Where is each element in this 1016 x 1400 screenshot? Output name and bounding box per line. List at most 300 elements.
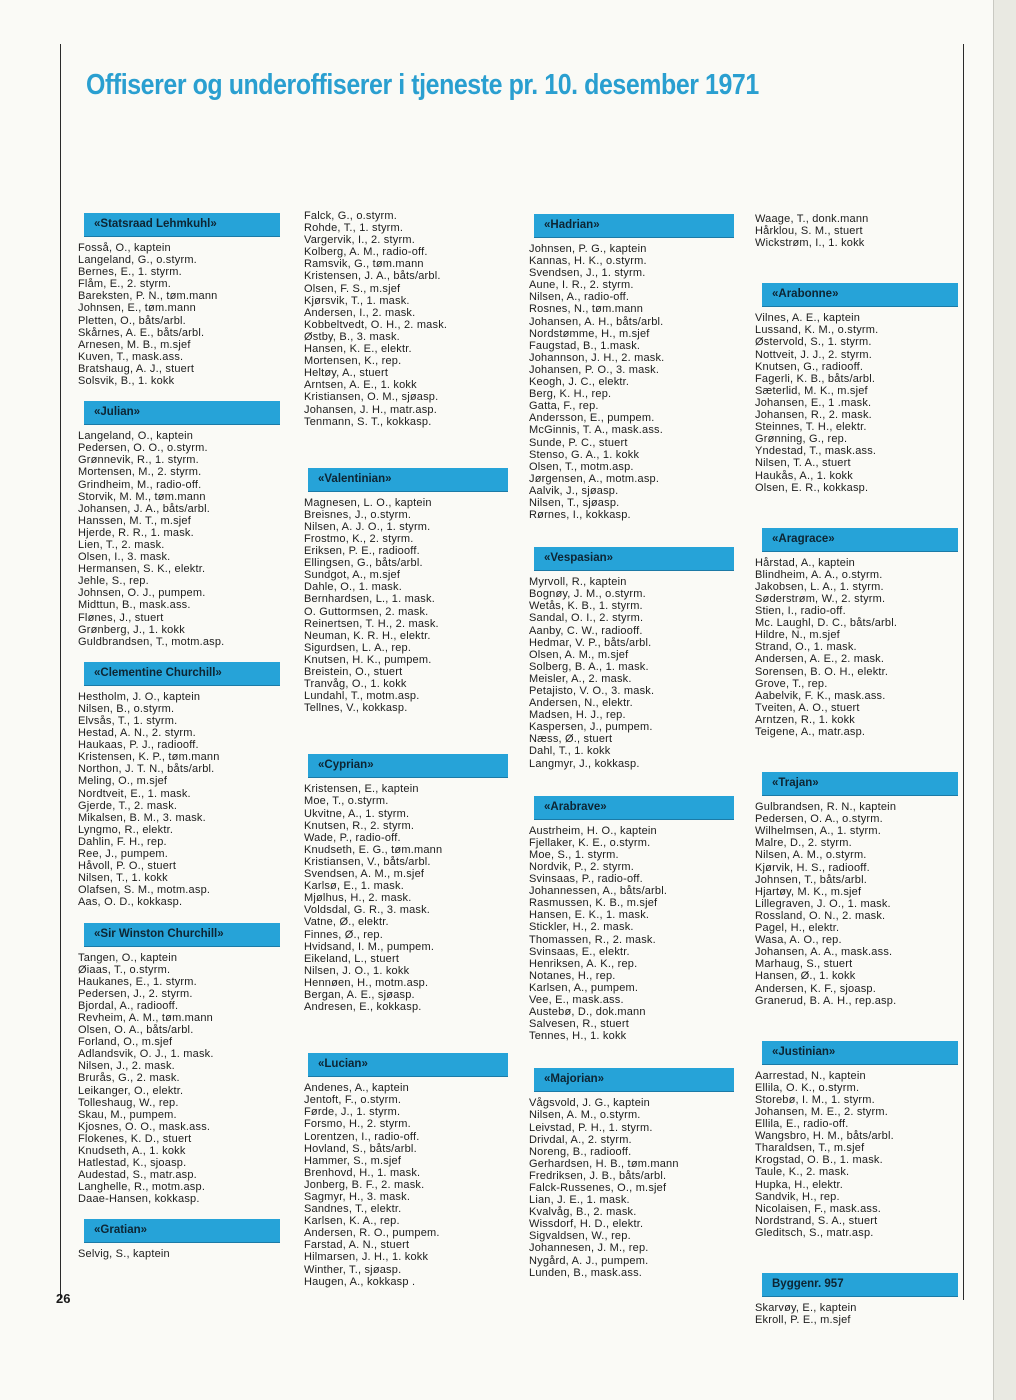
crew-entry: Hedmar, V. P., båts/arbl. bbox=[529, 636, 652, 649]
crew-entry: Ellila, O. K., o.styrm. bbox=[755, 1081, 860, 1094]
crew-entry: Blindheim, A. A., o.styrm. bbox=[755, 568, 883, 581]
crew-entry: Andenes, A., kaptein bbox=[304, 1082, 409, 1095]
crew-entry: Kristensen, E., kaptein bbox=[304, 783, 419, 796]
ship-name-header: «Arabrave» bbox=[534, 796, 734, 819]
crew-entry: Østby, B., 3. mask. bbox=[304, 330, 400, 343]
crew-entry: Hanssen, M. T., m.sjef bbox=[78, 514, 192, 527]
crew-list bbox=[755, 1302, 955, 1326]
ship-section bbox=[78, 401, 278, 648]
ship-section bbox=[78, 923, 278, 1206]
crew-entry: Fosså, O., kaptein bbox=[78, 242, 171, 254]
ship-name-header: «Hadrian» bbox=[534, 214, 734, 237]
crew-entry: Voldsdal, G. R., 3. mask. bbox=[304, 904, 431, 917]
crew-entry: Stien, I., radio-off. bbox=[755, 605, 846, 618]
crew-entry: Johansen, E., 1 .mask. bbox=[755, 396, 872, 409]
crew-entry: Leivstad, P. H., 1. styrm. bbox=[529, 1121, 653, 1134]
crew-entry: Langeland, O., kaptein bbox=[78, 430, 194, 443]
crew-entry: Drivdal, A., 2. styrm. bbox=[529, 1133, 632, 1146]
crew-entry: Lorentzen, I., radio-off. bbox=[304, 1130, 420, 1143]
crew-entry: Hårstad, A., kaptein bbox=[755, 556, 855, 569]
crew-entry: Svendsen, J., 1. styrm. bbox=[529, 267, 646, 280]
crew-entry: Wetås, K. B., 1. styrm. bbox=[529, 600, 643, 613]
crew-entry: Olsen, F. S., m.sjef bbox=[304, 282, 401, 295]
ship-name-header: «Clementine Churchill» bbox=[84, 662, 280, 685]
crew-entry: Arntsen, A. E., 1. kokk bbox=[304, 379, 417, 392]
crew-entry: Øiaas, T., o.styrm. bbox=[78, 963, 171, 976]
crew-entry: Andersen, N., elektr. bbox=[529, 697, 633, 710]
crew-entry: Guldbrandsen, T., motm.asp. bbox=[78, 635, 225, 648]
crew-entry: Keogh, J. C., elektr. bbox=[529, 376, 630, 389]
crew-entry: Petajisto, V. O., 3. mask. bbox=[529, 685, 655, 697]
crew-entry: Lyngmo, R., elektr. bbox=[78, 823, 174, 836]
crew-entry: Sigurdsen, L. A., rep. bbox=[304, 641, 412, 654]
crew-entry: Wasa, A. O., rep. bbox=[755, 934, 842, 947]
page-edge bbox=[993, 0, 1016, 1400]
crew-entry: Bognøy, J. M., o.styrm. bbox=[529, 588, 646, 601]
column-2 bbox=[304, 210, 504, 1288]
crew-entry: Førde, J., 1. styrm. bbox=[304, 1106, 401, 1119]
ship-section bbox=[755, 1041, 955, 1239]
crew-entry: Tranvåg, O., 1. kokk bbox=[304, 678, 407, 691]
crew-entry: Bergan, A. E., sjøasp. bbox=[304, 988, 415, 1001]
crew-entry: Gjerde, T., 2. mask. bbox=[78, 799, 178, 812]
crew-entry: Ekroll, P. E., m.sjef bbox=[755, 1314, 851, 1327]
crew-entry: Gerhardsen, H. B., tøm.mann bbox=[529, 1157, 679, 1170]
crew-entry: Thomassen, R., 2. mask. bbox=[529, 933, 656, 946]
crew-entry: Selvig, S., kaptein bbox=[78, 1248, 170, 1261]
crew-entry: Faugstad, B., 1.mask. bbox=[529, 339, 641, 352]
crew-entry: Tennes, H., 1. kokk bbox=[529, 1030, 627, 1043]
crew-entry: Jonberg, B. F., 2. mask. bbox=[304, 1178, 425, 1191]
crew-entry: Johansen, J. H., matr.asp. bbox=[304, 403, 437, 416]
crew-entry: Winther, T., sjøasp. bbox=[304, 1263, 402, 1276]
crew-list bbox=[529, 576, 729, 770]
crew-entry: Mortensen, M., 2. styrm. bbox=[78, 466, 202, 479]
crew-entry: Svinsaas, E., elektr. bbox=[529, 945, 630, 958]
crew-entry: Andersen, A. E., 2. mask. bbox=[755, 653, 885, 666]
crew-entry: Østervold, S., 1. styrm. bbox=[755, 336, 872, 349]
crew-entry: Finnes, Ø., rep. bbox=[304, 928, 384, 941]
crew-entry: Leikanger, O., elektr. bbox=[78, 1084, 184, 1097]
crew-entry: Steinnes, T. H., elektr. bbox=[755, 421, 867, 434]
crew-entry: Grindheim, M., radio-off. bbox=[78, 478, 202, 491]
crew-entry: Håvoll, P. O., stuert bbox=[78, 860, 177, 873]
crew-entry: Svinsaas, P., radio-off. bbox=[529, 873, 643, 886]
crew-entry: Hupka, H., elektr. bbox=[755, 1178, 843, 1191]
crew-entry: Bratshaug, A. J., stuert bbox=[78, 362, 195, 375]
crew-entry: Knutsen, G., radiooff. bbox=[755, 360, 864, 373]
ship-section bbox=[755, 213, 955, 249]
crew-entry: Lillegraven, J. O., 1. mask. bbox=[755, 897, 891, 910]
crew-entry: Olsen, A. M., m.sjef bbox=[529, 648, 629, 661]
crew-entry: Flønes, J., stuert bbox=[78, 611, 164, 624]
crew-entry: Kobbeltvedt, O. H., 2. mask. bbox=[304, 318, 448, 331]
crew-entry: Langhelle, R., motm.asp. bbox=[78, 1181, 206, 1194]
crew-entry: McGinnis, T. A., mask.ass. bbox=[529, 424, 663, 437]
crew-entry: Bjordal, A., radiooff. bbox=[78, 999, 179, 1012]
ship-section bbox=[529, 547, 729, 770]
crew-entry: Johnsen, T., båts/arbl. bbox=[755, 873, 868, 886]
crew-entry: Johansen, R., 2. mask. bbox=[755, 409, 872, 422]
crew-entry: Kannas, H. K., o.styrm. bbox=[529, 255, 647, 268]
crew-entry: Nicolaisen, F., mask.ass. bbox=[755, 1202, 882, 1215]
crew-entry: Storebø, I. M., 1. styrm. bbox=[755, 1093, 875, 1106]
ship-section bbox=[529, 796, 729, 1043]
crew-entry: Lian, J. E., 1. mask. bbox=[529, 1194, 630, 1207]
crew-entry: Hammer, S., m.sjef bbox=[304, 1154, 402, 1167]
crew-entry: Solberg, B. A., 1. mask. bbox=[529, 660, 649, 673]
crew-entry: Andresen, E., kokkasp. bbox=[304, 1001, 422, 1014]
crew-entry: Kjørsvik, T., 1. mask. bbox=[304, 294, 410, 307]
crew-entry: Johnsen, E., tøm.mann bbox=[78, 302, 196, 315]
ship-name-header: «Julian» bbox=[84, 401, 280, 424]
crew-entry: Haukanes, E., 1. styrm. bbox=[78, 975, 197, 988]
crew-entry: Aune, I. R., 2. styrm. bbox=[529, 279, 634, 292]
crew-entry: Dahle, O., 1. mask. bbox=[304, 581, 402, 594]
ship-name-header: «Statsraad Lehmkuhl» bbox=[84, 213, 280, 236]
crew-entry: Kolberg, A. M., radio-off. bbox=[304, 246, 428, 259]
crew-entry: Myrvoll, R., kaptein bbox=[529, 576, 627, 589]
crew-entry: Nilsen, A. M., o.styrm. bbox=[529, 1109, 641, 1122]
crew-entry: Johannessen, A., båts/arbl. bbox=[529, 885, 668, 898]
crew-entry: Kjørvik, H. S., radiooff. bbox=[755, 861, 870, 874]
crew-entry: Olafsen, S. M., motm.asp. bbox=[78, 884, 211, 897]
crew-entry: Aabelvik, F. K., mask.ass. bbox=[755, 689, 886, 702]
crew-entry: Grønning, G., rep. bbox=[755, 433, 848, 446]
crew-entry: Tveiten, A. O., stuert bbox=[755, 701, 860, 714]
crew-entry: Wilhelmsen, A., 1. styrm. bbox=[755, 825, 882, 838]
crew-list bbox=[78, 952, 278, 1206]
ship-name-header: «Trajan» bbox=[762, 772, 958, 795]
crew-entry: Johannson, J. H., 2. mask. bbox=[529, 351, 665, 364]
ship-section bbox=[755, 528, 955, 738]
crew-entry: Taule, K., 2. mask. bbox=[755, 1166, 850, 1179]
ship-section bbox=[304, 1053, 504, 1288]
crew-entry: Bernes, E., 1. styrm. bbox=[78, 266, 182, 279]
crew-entry: Stickler, H., 2. mask. bbox=[529, 921, 634, 934]
crew-entry: Hildre, N., m.sjef bbox=[755, 629, 840, 642]
ship-section bbox=[529, 1068, 729, 1278]
crew-entry: Olsen, I., 3. mask. bbox=[78, 551, 171, 564]
crew-entry: Næss, Ø., stuert bbox=[529, 733, 613, 746]
crew-entry: Andersen, I., 2. mask. bbox=[304, 306, 416, 319]
crew-entry: Grønberg, J., 1. kokk bbox=[78, 623, 185, 636]
crew-list bbox=[78, 242, 278, 387]
crew-entry: Tolleshaug, W., rep. bbox=[78, 1096, 179, 1109]
crew-entry: Langmyr, J., kokkasp. bbox=[529, 757, 640, 770]
crew-entry: Henriksen, A. K., rep. bbox=[529, 957, 638, 970]
ship-name-header: «Aragrace» bbox=[762, 528, 958, 551]
ship-section bbox=[755, 772, 955, 1007]
crew-list bbox=[755, 557, 955, 738]
crew-entry: Kuven, T., mask.ass. bbox=[78, 350, 184, 363]
crew-entry: Northon, J. T. N., båts/arbl. bbox=[78, 763, 215, 776]
crew-entry: Hestholm, J. O., kaptein bbox=[78, 690, 201, 703]
crew-entry: Nordvik, P., 2. styrm. bbox=[529, 860, 635, 873]
crew-entry: Hatlestad, K., sjoasp. bbox=[78, 1157, 187, 1170]
ship-section bbox=[304, 210, 504, 428]
crew-entry: Tellnes, V., kokkasp. bbox=[304, 702, 408, 715]
crew-entry: Meling, O., m.sjef bbox=[78, 775, 168, 788]
crew-entry: Fredriksen, J. B., båts/arbl. bbox=[529, 1169, 667, 1182]
crew-entry: Jehle, S., rep. bbox=[78, 575, 149, 588]
crew-entry: Magnesen, L. O., kaptein bbox=[304, 496, 432, 509]
crew-entry: Noreng, B., radiooff. bbox=[529, 1145, 632, 1158]
crew-entry: Farstad, A. N., stuert bbox=[304, 1239, 410, 1252]
crew-entry: Rasmussen, K. B., m.sjef bbox=[529, 897, 658, 910]
crew-list bbox=[78, 1248, 278, 1260]
crew-entry: Skårnes, A. E., båts/arbl. bbox=[78, 326, 205, 339]
crew-entry: Grønnevik, R., 1. styrm. bbox=[78, 454, 199, 467]
crew-entry: Søderstrøm, W., 2. styrm. bbox=[755, 592, 886, 605]
crew-entry: Marhaug, S., stuert bbox=[755, 958, 853, 971]
crew-entry: Elvsås, T., 1. styrm. bbox=[78, 715, 178, 727]
crew-entry: Dahl, T., 1. kokk bbox=[529, 745, 611, 758]
crew-entry: Langeland, G., o.styrm. bbox=[78, 254, 197, 267]
crew-entry: Andersen, K. F., sjoasp. bbox=[755, 982, 876, 995]
crew-entry: Nordtveit, E., 1. mask. bbox=[78, 787, 191, 800]
ship-section bbox=[304, 754, 504, 1013]
crew-entry: Gatta, F., rep. bbox=[529, 400, 599, 413]
crew-entry: Falck, G., o.styrm. bbox=[304, 210, 398, 222]
crew-entry: Sigvaldsen, W., rep. bbox=[529, 1230, 631, 1243]
ship-name-header: «Vespasian» bbox=[534, 547, 734, 570]
crew-entry: Grove, T., rep. bbox=[755, 677, 828, 690]
crew-entry: Audestad, S., matr.asp. bbox=[78, 1169, 197, 1182]
crew-entry: Flåm, E., 2. styrm. bbox=[78, 278, 172, 291]
crew-entry: Gulbrandsen, R. N., kaptein bbox=[755, 801, 897, 814]
crew-entry: Austebø, D., dok.mann bbox=[529, 1006, 646, 1019]
crew-entry: Wickstrøm, I., 1. kokk bbox=[755, 237, 865, 250]
crew-entry: Hvidsand, I. M., pumpem. bbox=[304, 940, 435, 953]
crew-list bbox=[304, 210, 504, 428]
crew-entry: Kristiansen, O. M., sjøasp. bbox=[304, 391, 439, 404]
ship-section bbox=[78, 213, 278, 387]
crew-entry: Vee, E., mask.ass. bbox=[529, 993, 624, 1006]
left-frame-rule bbox=[60, 44, 61, 1300]
ship-section bbox=[529, 214, 729, 521]
crew-entry: Strand, O., 1. mask. bbox=[755, 641, 857, 654]
crew-entry: Bareksten, P. N., tøm.mann bbox=[78, 290, 218, 303]
crew-entry: Pedersen, J., 2. styrm. bbox=[78, 987, 193, 1000]
crew-list bbox=[755, 801, 955, 1007]
crew-entry: Sandvik, H., rep. bbox=[755, 1190, 840, 1203]
crew-entry: Stenso, G. A., 1. kokk bbox=[529, 448, 640, 461]
ship-section bbox=[78, 662, 278, 909]
crew-entry: Rørnes, I., kokkasp. bbox=[529, 509, 631, 522]
crew-entry: Olsen, T., motm.asp. bbox=[529, 460, 634, 473]
crew-entry: Karlsen, A., pumpem. bbox=[529, 981, 639, 994]
crew-list bbox=[304, 497, 504, 715]
crew-entry: Arnesen, M. B., m.sjef bbox=[78, 338, 191, 351]
crew-entry: Haugen, A., kokkasp . bbox=[304, 1275, 416, 1288]
ship-name-header: «Lucian» bbox=[308, 1053, 508, 1076]
crew-entry: Nilsen, J. O., 1. kokk bbox=[304, 964, 410, 977]
crew-entry: Jentoft, F., o.styrm. bbox=[304, 1094, 402, 1107]
ship-name-header: «Cyprian» bbox=[308, 754, 508, 777]
crew-entry: Brenhovd, H., 1. mask. bbox=[304, 1166, 421, 1179]
crew-entry: Waage, T., donk.mann bbox=[755, 213, 869, 225]
crew-entry: Aarrestad, N., kaptein bbox=[755, 1069, 866, 1082]
crew-list bbox=[529, 243, 729, 521]
crew-entry: Nilsen, T., sjøasp. bbox=[529, 496, 620, 509]
crew-entry: Sæterlid, M. K., m.sjef bbox=[755, 384, 868, 397]
crew-entry: Lundahl, T., motm.asp. bbox=[304, 690, 420, 703]
crew-entry: Fagerli, K. B., båts/arbl. bbox=[755, 372, 876, 385]
crew-list bbox=[529, 825, 729, 1043]
crew-entry: Eriksen, P. E., radiooff. bbox=[304, 545, 420, 558]
crew-entry: Hårklou, S. M., stuert bbox=[755, 225, 863, 238]
ship-section bbox=[755, 283, 955, 493]
crew-entry: Vågsvold, J. G., kaptein bbox=[529, 1097, 650, 1110]
crew-entry: Karlsø, E., 1. mask. bbox=[304, 880, 404, 893]
crew-entry: Flokenes, K. D., stuert bbox=[78, 1132, 192, 1145]
crew-entry: Ukvitne, A., 1. styrm. bbox=[304, 807, 410, 820]
crew-entry: Johansen, J. A., båts/arbl. bbox=[78, 502, 210, 515]
crew-entry: Adlandsvik, O. J., 1. mask. bbox=[78, 1048, 214, 1061]
crew-entry: Andersson, E., pumpem. bbox=[529, 412, 655, 425]
crew-list bbox=[755, 1070, 955, 1239]
page-number: 26 bbox=[56, 1291, 71, 1306]
crew-entry: Pletten, O., båts/arbl. bbox=[78, 314, 186, 327]
crew-entry: Olsen, O. A., båts/arbl. bbox=[78, 1024, 194, 1037]
crew-list bbox=[304, 1082, 504, 1288]
crew-entry: Rohde, T., 1. styrm. bbox=[304, 222, 404, 235]
crew-entry: Wangsbro, H. M., båts/arbl. bbox=[755, 1130, 894, 1143]
crew-entry: Solsvik, B., 1. kokk bbox=[78, 375, 175, 388]
crew-entry: Sandnes, T., elektr. bbox=[304, 1203, 402, 1216]
crew-entry: Salvesen, R., stuert bbox=[529, 1018, 629, 1031]
crew-entry: Andersen, R. O., pumpem. bbox=[304, 1227, 440, 1240]
crew-list bbox=[78, 691, 278, 909]
crew-entry: Brurås, G., 2. mask. bbox=[78, 1072, 180, 1085]
crew-entry: Nilsen, A. M., o.styrm. bbox=[755, 849, 867, 862]
crew-entry: Mortensen, K., rep. bbox=[304, 355, 402, 368]
crew-entry: Teigene, A., matr.asp. bbox=[755, 726, 866, 738]
crew-entry: Johansen, M. E., 2. styrm. bbox=[755, 1105, 888, 1118]
crew-entry: Johansen, A. H., båts/arbl. bbox=[529, 315, 664, 328]
crew-list bbox=[755, 312, 955, 493]
crew-entry: Notanes, H., rep. bbox=[529, 969, 616, 982]
right-frame-rule bbox=[963, 44, 964, 1300]
crew-entry: Ellila, E., radio-off. bbox=[755, 1118, 849, 1131]
crew-entry: Dahlin, F. H., rep. bbox=[78, 835, 167, 848]
crew-entry: Johansen, P. O., 3. mask. bbox=[529, 363, 660, 376]
crew-entry: Hovland, S., båts/arbl. bbox=[304, 1142, 417, 1155]
crew-entry: Lunden, B., mask.ass. bbox=[529, 1266, 643, 1279]
crew-entry: Aalvik, J., sjøasp. bbox=[529, 484, 619, 497]
crew-entry: Wissdorf, H. D., elektr. bbox=[529, 1218, 644, 1231]
crew-list bbox=[78, 430, 278, 648]
ship-section bbox=[755, 1273, 955, 1326]
crew-entry: Hermansen, S. K., elektr. bbox=[78, 563, 206, 576]
crew-entry: Moe, T., o.styrm. bbox=[304, 795, 389, 808]
crew-entry: Tharaldsen, T., m.sjef bbox=[755, 1142, 865, 1155]
crew-list bbox=[529, 1097, 729, 1278]
crew-entry: Hennøen, H., motm.asp. bbox=[304, 976, 429, 989]
crew-entry: Forland, O., m.sjef bbox=[78, 1036, 173, 1049]
crew-entry: Sunde, P. C., stuert bbox=[529, 436, 628, 449]
ship-name-header: Byggenr. 957 bbox=[762, 1273, 958, 1296]
ship-section bbox=[78, 1219, 278, 1260]
crew-entry: Tangen, O., kaptein bbox=[78, 951, 178, 964]
crew-entry: Svendsen, A. M., m.sjef bbox=[304, 868, 425, 881]
crew-entry: Berg, K. H., rep. bbox=[529, 388, 612, 401]
crew-entry: Haukås, A., 1. kokk bbox=[755, 469, 853, 482]
crew-entry: Aas, O. D., kokkasp. bbox=[78, 896, 183, 909]
crew-entry: Skau, M., pumpem. bbox=[78, 1108, 177, 1121]
crew-entry: Jakobsen, L. A., 1. styrm. bbox=[755, 580, 884, 593]
crew-entry: Knudseth, E. G., tøm.mann bbox=[304, 843, 443, 856]
crew-entry: Rossland, O. N., 2. mask. bbox=[755, 909, 886, 922]
crew-entry: Wade, P., radio-off. bbox=[304, 831, 401, 844]
crew-entry: Aanby, C. W., radiooff. bbox=[529, 624, 643, 637]
crew-entry: Nottveit, J. J., 2. styrm. bbox=[755, 348, 873, 361]
crew-entry: O. Guttormsen, 2. mask. bbox=[304, 605, 429, 618]
crew-entry: Nygård, A. J., pumpem. bbox=[529, 1254, 649, 1267]
crew-entry: Kristensen, J. A., båts/arbl. bbox=[304, 270, 441, 283]
crew-entry: Frostmo, K., 2. styrm. bbox=[304, 532, 414, 545]
crew-entry: Olsen, E. R., kokkasp. bbox=[755, 481, 869, 494]
crew-entry: Sundgot, A., m.sjef bbox=[304, 569, 401, 582]
crew-entry: Arntzen, R., 1. kokk bbox=[755, 713, 855, 726]
column-4 bbox=[755, 213, 955, 1326]
crew-entry: Reinertsen, T. H., 2. mask. bbox=[304, 617, 439, 630]
crew-entry: Heltøy, A., stuert bbox=[304, 367, 389, 380]
crew-entry: Lien, T., 2. mask. bbox=[78, 538, 165, 551]
crew-entry: Mjølhus, H., 2. mask. bbox=[304, 892, 412, 905]
crew-entry: Nilsen, A. J. O., 1. styrm. bbox=[304, 520, 431, 533]
crew-entry: Midttun, B., mask.ass. bbox=[78, 599, 191, 612]
crew-list bbox=[304, 783, 504, 1013]
crew-entry: Kjosnes, O. O., mask.ass. bbox=[78, 1120, 211, 1133]
crew-entry: Madsen, H. J., rep. bbox=[529, 709, 626, 722]
crew-entry: Mc. Laughl, D. C., båts/arbl. bbox=[755, 617, 898, 630]
crew-entry: Sandal, O. I., 2. styrm. bbox=[529, 612, 644, 625]
crew-entry: Johansen, A. A., mask.ass. bbox=[755, 946, 893, 959]
crew-entry: Nilsen, A., radio-off. bbox=[529, 291, 630, 304]
ship-name-header: «Valentinian» bbox=[308, 468, 508, 491]
ship-name-header: «Gratian» bbox=[84, 1219, 280, 1242]
crew-entry: Ellingsen, G., båts/arbl. bbox=[304, 557, 423, 570]
crew-entry: Moe, S., 1. styrm. bbox=[529, 848, 619, 861]
crew-entry: Nilsen, B., o.styrm. bbox=[78, 702, 175, 715]
crew-entry: Falck-Russenes, O., m.sjef bbox=[529, 1182, 667, 1194]
crew-entry: Krogstad, O. B., 1. mask. bbox=[755, 1154, 883, 1167]
crew-entry: Eikeland, L., stuert bbox=[304, 952, 400, 965]
crew-entry: Knudseth, A., 1. kokk bbox=[78, 1145, 186, 1157]
crew-entry: Nordstrand, S. A., stuert bbox=[755, 1214, 878, 1227]
crew-entry: Skarvøy, E., kaptein bbox=[755, 1302, 857, 1314]
crew-entry: Breistein, O., stuert bbox=[304, 666, 403, 678]
crew-entry: Fjellaker, K. E., o.styrm. bbox=[529, 836, 651, 849]
ship-name-header: «Majorian» bbox=[534, 1068, 734, 1091]
page-title: Offiserer og underoffiserer i tjeneste pr. 10. desember 1971 bbox=[86, 69, 759, 102]
crew-entry: Hansen, K. E., elektr. bbox=[304, 343, 412, 356]
crew-entry: Johnsen, P. G., kaptein bbox=[529, 243, 647, 255]
crew-entry: Lussand, K. M., o.styrm. bbox=[755, 324, 879, 337]
crew-entry: Kaspersen, J., pumpem. bbox=[529, 721, 653, 734]
crew-entry: Kristensen, K. P., tøm.mann bbox=[78, 751, 220, 764]
crew-entry: Nilsen, T. A., stuert bbox=[755, 457, 851, 470]
crew-entry: Malre, D., 2. styrm. bbox=[755, 837, 852, 850]
crew-entry: Neuman, K. R. H., elektr. bbox=[304, 629, 431, 642]
crew-entry: Revheim, A. M., tøm.mann bbox=[78, 1011, 214, 1024]
crew-entry: Kvalvåg, B., 2. mask. bbox=[529, 1206, 637, 1219]
crew-entry: Gleditsch, S., matr.asp. bbox=[755, 1226, 874, 1239]
crew-entry: Meisler, A., 2. mask. bbox=[529, 672, 632, 685]
ship-section bbox=[304, 468, 504, 715]
